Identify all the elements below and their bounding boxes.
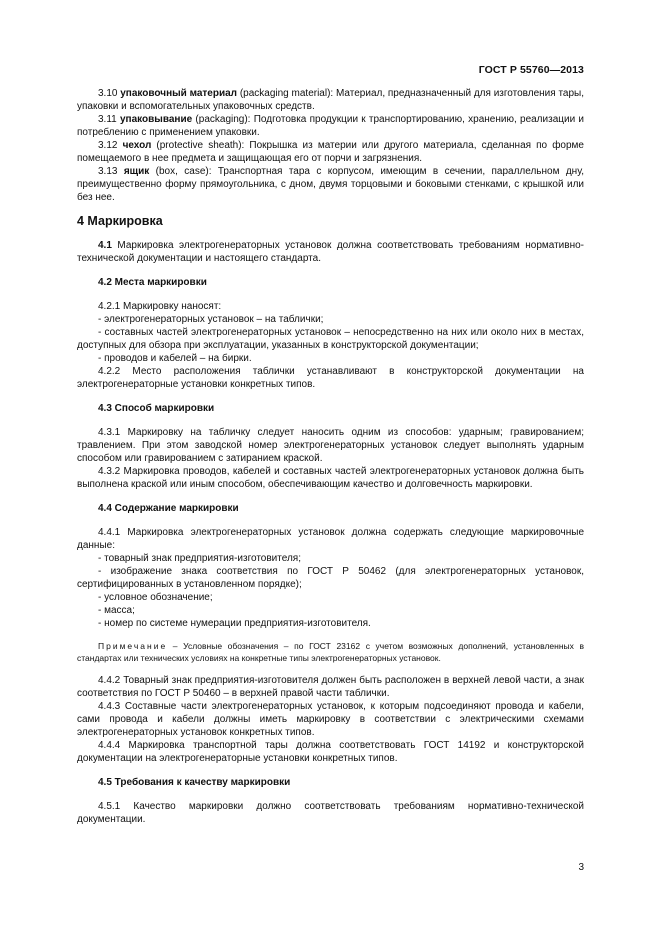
section-heading-4-5: 4.5 Требования к качеству маркировки: [98, 777, 291, 788]
definition-3-11: 3.11 упаковывание (packaging): Подготовка продукции к транспортированию, хранению, реализации и потреблению с применением упаковки.: [77, 114, 584, 138]
paragraph-4-4-1: 4.4.1 Маркировка электрогенераторных установок должна содержать следующие маркировочные данные:: [77, 527, 584, 551]
paragraph-4-4-4: 4.4.4 Маркировка транспортной тары должна соответствовать ГОСТ 14192 и конструкторской документации на электрогенераторные установки конкретных типов.: [77, 740, 584, 764]
note: Примечание – Условные обозначения – по ГОСТ 23162 с учетом возможных дополнений, установленных в стандартах или технических условиях на конкретные типы электрогенераторных установок.: [77, 641, 584, 663]
paragraph-4-3-1: 4.3.1 Маркировку на табличку следует наносить одним из способов: ударным; гравированием; травлением. При этом заводской номер электрогенераторных установок следует выполнять ударным способом или гравированием с затиранием краской.: [77, 427, 584, 464]
term: упаковывание: [120, 114, 193, 125]
list-item: - товарный знак предприятия-изготовителя;: [98, 553, 301, 564]
term: упаковочный материал: [120, 88, 238, 99]
paragraph-4-5-1: 4.5.1 Качество маркировки должно соответствовать требованиям нормативно-технической документации.: [77, 801, 584, 825]
list-item: - составных частей электрогенераторных установок – непосредственно на них или около них в местах, доступных для обзора при эксплуатации, указанных в конструкторской документации;: [77, 327, 584, 351]
list-item: - электрогенераторных установок – на таблички;: [98, 314, 324, 325]
paragraph-4-3-2: 4.3.2 Маркировка проводов, кабелей и составных частей электрогенераторных установок должна быть выполнена краской или иным способом, обеспечивающим качество и долговечность маркировки.: [77, 466, 584, 490]
section-heading-4-3: 4.3 Способ маркировки: [98, 403, 215, 414]
list-item: - масса;: [98, 605, 135, 616]
document-id-header: ГОСТ Р 55760—2013: [478, 64, 584, 76]
definition-3-13: 3.13 ящик (box, case): Транспортная тара с корпусом, имеющим в сечении, параллельном дну, преимущественно форму прямоугольника, с дном, двумя торцовыми и боковыми стенками, с крышкой или без нее.: [77, 166, 584, 203]
list-item: - условное обозначение;: [98, 592, 213, 603]
section-heading-4-4: 4.4 Содержание маркировки: [98, 503, 239, 514]
note-label: Примечание: [98, 641, 168, 651]
paragraph-4-4-3: 4.4.3 Составные части электрогенераторных установок, к которым подсоединяют провода и кабели, сами провода и кабели должны иметь маркировку в соответствии с электрическими схемами электрогенераторных установок конкретных типов.: [77, 701, 584, 738]
definition-3-10: 3.10 упаковочный материал (packaging material): Материал, предназначенный для изготовления тары, упаковки и вспомогательных упаковочных средств.: [77, 88, 585, 112]
section-heading-4-2: 4.2 Места маркировки: [98, 277, 207, 288]
paragraph-4-2-2: 4.2.2 Место расположения таблички устанавливают в конструкторской документации на электрогенераторные установки конкретных типов.: [77, 366, 584, 390]
paragraph-4-2-1: 4.2.1 Маркировку наносят:: [98, 301, 222, 312]
list-item: - изображение знака соответствия по ГОСТ Р 50462 (для электрогенераторных установок, сертифицированных в установленном порядке);: [77, 566, 584, 590]
document-body: [77, 87, 584, 826]
paragraph-4-4-2: 4.4.2 Товарный знак предприятия-изготовителя должен быть расположен в верхней левой части, а знак соответствия по ГОСТ Р 50460 – в верхней правой части таблички.: [77, 675, 584, 699]
list-item: - проводов и кабелей – на бирки.: [98, 353, 252, 364]
term: чехол: [122, 140, 152, 151]
term: ящик: [123, 166, 150, 177]
definition-3-12: 3.12 чехол (protective sheath): Покрышка из материи или другого материала, сделанная по форме помещаемого в нее предмета и защищающая его от порчи и загрязнения.: [77, 140, 584, 164]
page-number: 3: [578, 862, 584, 873]
paragraph-4-1: 4.1 Маркировка электрогенераторных установок должна соответствовать требованиям нормативно-технической документации и настоящего стандарта.: [77, 240, 584, 264]
list-item: - номер по системе нумерации предприятия-изготовителя.: [98, 618, 371, 629]
section-heading-4: 4 Маркировка: [77, 214, 163, 228]
